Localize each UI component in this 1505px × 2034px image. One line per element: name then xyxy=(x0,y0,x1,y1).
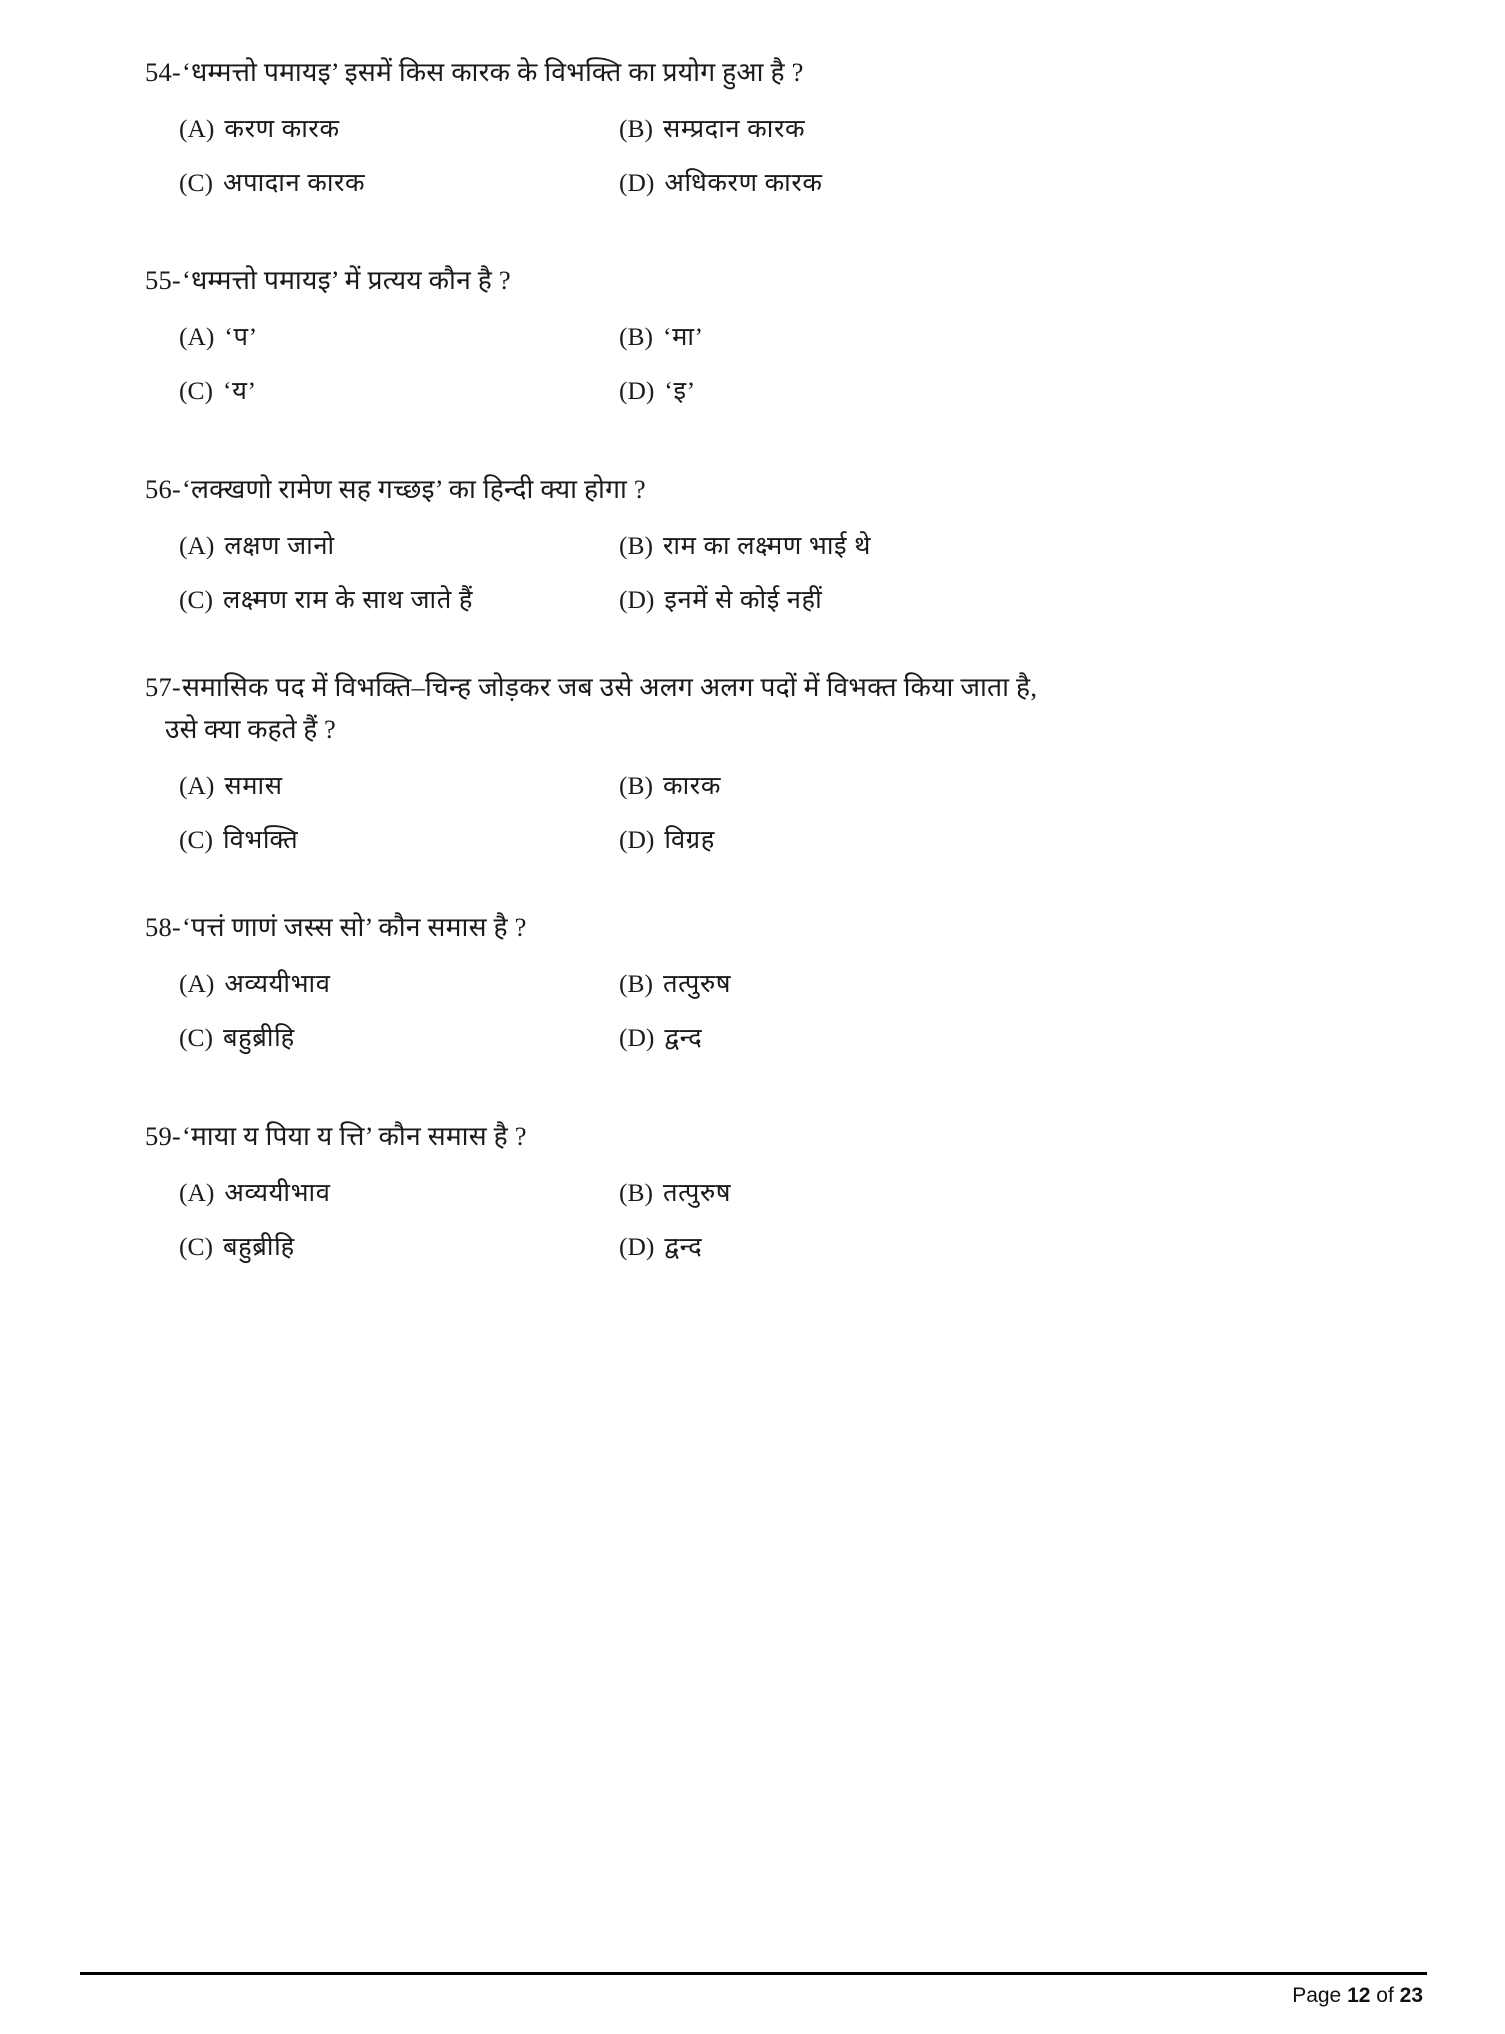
option-label-b: तत्पुरुष xyxy=(663,969,732,999)
option-a-57[interactable] xyxy=(179,767,619,805)
option-key-a: (A) xyxy=(179,113,215,143)
page-footer xyxy=(80,1972,1427,2008)
question-number-56: 56- xyxy=(145,473,181,504)
option-label-a: समास xyxy=(224,770,283,800)
option-label-d: अधिकरण कारक xyxy=(664,168,823,198)
options-58 xyxy=(145,965,1395,1058)
options-57 xyxy=(145,767,1395,860)
option-a-59[interactable] xyxy=(179,1174,619,1212)
option-c-56[interactable] xyxy=(179,581,619,619)
option-row-cd-56 xyxy=(179,581,1395,619)
question-body-57: समासिक पद में विभक्ति–चिन्ह जोड़कर जब उसे अलग अलग पदों में विभक्त किया जाता है, xyxy=(181,672,1038,703)
option-label-a: अव्ययीभाव xyxy=(224,969,331,999)
option-label-c: विभक्ति xyxy=(223,825,299,855)
question-body-59: ‘माया य पिया य त्ति’ कौन समास है ? xyxy=(181,1120,527,1151)
option-label-a: ‘प’ xyxy=(224,322,258,352)
option-d-59[interactable] xyxy=(619,1228,702,1266)
option-key-c: (C) xyxy=(179,1231,213,1261)
option-key-c: (C) xyxy=(179,1023,213,1053)
question-text-58 xyxy=(145,907,1395,949)
option-row-cd-54 xyxy=(179,164,1395,202)
option-key-a: (A) xyxy=(179,530,215,560)
question-block-56 xyxy=(145,469,1395,619)
option-key-d: (D) xyxy=(619,825,655,855)
question-text-57 xyxy=(145,667,1395,709)
question-block-54 xyxy=(145,52,1395,202)
option-label-b: कारक xyxy=(663,770,722,800)
option-row-ab-58 xyxy=(179,965,1395,1003)
option-row-ab-57 xyxy=(179,767,1395,805)
question-block-58 xyxy=(145,907,1395,1057)
option-d-55[interactable] xyxy=(619,372,696,410)
question-number-54: 54- xyxy=(145,57,181,87)
page-of-label: of xyxy=(1376,1984,1394,2007)
option-label-d: इनमें से कोई नहीं xyxy=(664,584,823,614)
option-a-55[interactable] xyxy=(179,318,619,356)
question-body-58: ‘पत्तं णाणं जस्स सो’ कौन समास है ? xyxy=(181,912,527,943)
option-b-54[interactable] xyxy=(619,110,805,148)
option-d-57[interactable] xyxy=(619,821,715,859)
question-body-55: ‘धम्मत्तो पमायइ’ में प्रत्यय कौन है ? xyxy=(181,265,511,296)
option-row-cd-59 xyxy=(179,1228,1395,1266)
option-d-56[interactable] xyxy=(619,581,822,619)
footer-divider xyxy=(80,1972,1427,1975)
page-prefix-label: Page xyxy=(1292,1984,1342,2007)
question-body-54: ‘धम्मत्तो पमायइ’ इसमें किस कारक के विभक्ति का प्रयोग हुआ है ? xyxy=(181,57,804,87)
option-label-c: ‘य’ xyxy=(223,376,257,406)
option-a-56[interactable] xyxy=(179,527,619,565)
option-label-c: अपादान कारक xyxy=(223,168,366,198)
option-b-55[interactable] xyxy=(619,318,704,356)
option-key-a: (A) xyxy=(179,1177,215,1207)
option-label-b: राम का लक्ष्मण भाई थे xyxy=(663,530,872,560)
option-key-d: (D) xyxy=(619,168,655,198)
option-key-a: (A) xyxy=(179,322,215,352)
question-text-55 xyxy=(145,260,1395,302)
option-key-b: (B) xyxy=(619,770,653,800)
question-block-57 xyxy=(145,667,1395,859)
option-key-b: (B) xyxy=(619,322,653,352)
option-c-59[interactable] xyxy=(179,1228,619,1266)
option-key-b: (B) xyxy=(619,969,653,999)
option-b-57[interactable] xyxy=(619,767,721,805)
option-row-cd-57 xyxy=(179,821,1395,859)
option-key-d: (D) xyxy=(619,584,655,614)
option-c-55[interactable] xyxy=(179,372,619,410)
question-block-55 xyxy=(145,260,1395,410)
option-row-cd-55 xyxy=(179,372,1395,410)
option-b-56[interactable] xyxy=(619,527,871,565)
option-d-54[interactable] xyxy=(619,164,823,202)
option-key-b: (B) xyxy=(619,113,653,143)
option-row-ab-56 xyxy=(179,527,1395,565)
option-key-b: (B) xyxy=(619,1177,653,1207)
option-c-57[interactable] xyxy=(179,821,619,859)
option-label-a: अव्ययीभाव xyxy=(224,1177,331,1207)
option-key-a: (A) xyxy=(179,770,215,800)
questions-container xyxy=(145,52,1395,1292)
option-label-b: ‘मा’ xyxy=(663,322,704,352)
option-key-c: (C) xyxy=(179,825,213,855)
option-label-c: बहुब्रीहि xyxy=(223,1023,295,1053)
option-label-b: सम्प्रदान कारक xyxy=(663,113,806,143)
option-label-d: विग्रह xyxy=(664,825,715,855)
option-row-ab-59 xyxy=(179,1174,1395,1212)
option-b-59[interactable] xyxy=(619,1174,731,1212)
question-body-56: ‘लक्खणो रामेण सह गच्छइ’ का हिन्दी क्या होगा ? xyxy=(181,473,646,504)
option-label-b: तत्पुरुष xyxy=(663,1177,732,1207)
option-label-c: लक्ष्मण राम के साथ जाते हैं xyxy=(223,584,474,614)
question-number-57: 57- xyxy=(145,672,181,703)
option-label-d: द्वन्द xyxy=(664,1231,703,1261)
question-number-59: 59- xyxy=(145,1120,181,1151)
option-key-d: (D) xyxy=(619,376,655,406)
option-a-54[interactable] xyxy=(179,110,619,148)
page-indicator xyxy=(80,1984,1427,2008)
option-a-58[interactable] xyxy=(179,965,619,1003)
option-key-c: (C) xyxy=(179,376,213,406)
question-number-55: 55- xyxy=(145,265,181,296)
option-c-54[interactable] xyxy=(179,164,619,202)
page-number-value: 12 xyxy=(1347,1984,1371,2007)
option-row-ab-55 xyxy=(179,318,1395,356)
options-59 xyxy=(145,1174,1395,1267)
option-label-c: बहुब्रीहि xyxy=(223,1231,295,1261)
option-row-ab-54 xyxy=(179,110,1395,148)
options-54 xyxy=(145,110,1395,203)
option-label-d: द्वन्द xyxy=(664,1023,703,1053)
option-label-a: लक्षण जानो xyxy=(224,530,335,560)
option-key-a: (A) xyxy=(179,969,215,999)
options-55 xyxy=(145,318,1395,411)
option-key-d: (D) xyxy=(619,1023,655,1053)
option-c-58[interactable] xyxy=(179,1019,619,1057)
option-row-cd-58 xyxy=(179,1019,1395,1057)
question-text-54 xyxy=(145,52,1395,94)
question-number-58: 58- xyxy=(145,912,181,943)
option-d-58[interactable] xyxy=(619,1019,702,1057)
option-key-b: (B) xyxy=(619,530,653,560)
option-label-d: ‘इ’ xyxy=(664,376,696,406)
option-key-c: (C) xyxy=(179,168,213,198)
question-body-57-line2: उसे क्या कहते हैं ? xyxy=(165,713,336,744)
option-label-a: करण कारक xyxy=(224,113,340,143)
option-key-d: (D) xyxy=(619,1231,655,1261)
total-pages-value: 23 xyxy=(1399,1984,1423,2007)
question-block-59 xyxy=(145,1116,1395,1266)
options-56 xyxy=(145,527,1395,620)
option-key-c: (C) xyxy=(179,584,213,614)
question-text-59 xyxy=(145,1116,1395,1158)
question-text-56 xyxy=(145,469,1395,511)
option-b-58[interactable] xyxy=(619,965,731,1003)
